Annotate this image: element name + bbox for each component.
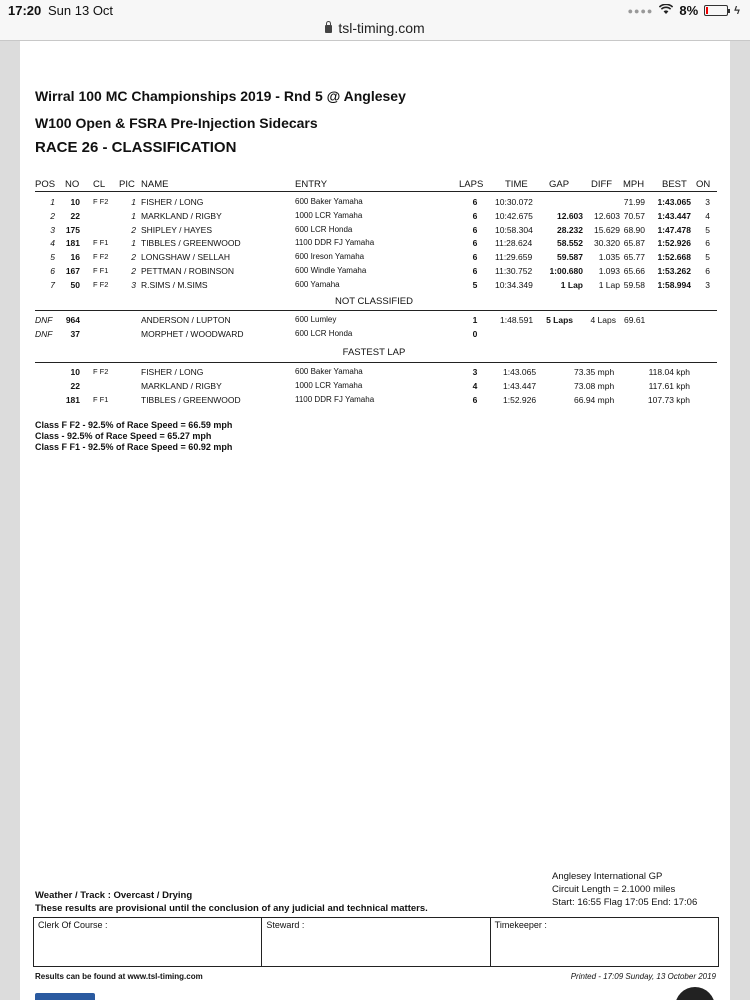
cell-pic: 3	[131, 279, 136, 290]
header-cl: CL	[93, 179, 106, 190]
cell-no: 50	[70, 279, 80, 290]
cell-mph: 73.35 mph	[574, 367, 615, 377]
cell-pic: 2	[131, 266, 136, 276]
cell-pos: 2	[50, 210, 55, 221]
cell-pos: 7	[50, 279, 55, 290]
cell-lap: 3	[472, 367, 478, 377]
wifi-icon	[659, 3, 673, 18]
header-entry: ENTRY	[295, 179, 328, 190]
cell-class: F F2	[93, 367, 109, 376]
class-speed-notes	[35, 420, 232, 453]
cell-best: 1:43.447	[657, 210, 691, 221]
cell-time: 10:58.304	[495, 224, 533, 235]
championship-title: Wirral 100 MC Championships 2019 - Rnd 5 @ Anglesey	[35, 88, 406, 104]
divider	[35, 310, 717, 311]
cell-laps: 6	[472, 197, 478, 207]
cell-class: F F1	[93, 238, 109, 248]
cell-mph: 70.57	[623, 210, 645, 221]
clock: 17:20	[8, 3, 42, 18]
cell-best: 1:52.926	[657, 238, 691, 249]
cell-class: F F2	[93, 252, 109, 262]
header-best: BEST	[662, 179, 687, 190]
cell-mph: 71.99	[623, 197, 645, 207]
cell-name: R.SIMS / M.SIMS	[141, 279, 208, 290]
class-title: W100 Open & FSRA Pre-Injection Sidecars	[35, 115, 318, 131]
cell-laps: 6	[472, 252, 478, 263]
cell-kph: 118.04 kph	[648, 367, 690, 377]
cell-diff: 30.320	[594, 238, 620, 249]
circuit-length: Circuit Length = 2.1000 miles	[552, 884, 676, 895]
club-logo	[675, 987, 715, 1000]
cell-entry: 600 Yamaha	[295, 279, 340, 289]
header-no: NO	[65, 179, 80, 190]
cell-on: 3	[705, 279, 710, 290]
clerk-signature: Clerk Of Course :	[34, 918, 262, 966]
cell-pos: 4	[50, 238, 55, 249]
cell-no: 10	[70, 367, 80, 377]
cell-diff: 1.035	[598, 252, 620, 263]
cell-gap: 1:00.680	[549, 266, 583, 276]
provisional-text: These results are provisional until the conclusion of any judicial and technical matters.	[35, 903, 428, 914]
cell-gap: 28.232	[557, 224, 583, 235]
header-name: NAME	[141, 179, 169, 190]
cell-pic: 1	[131, 197, 136, 207]
header-pic: PIC	[119, 179, 135, 190]
cell-mph: 73.08 mph	[574, 380, 615, 391]
cell-name: FISHER / LONG	[141, 197, 204, 207]
cell-gap: 58.552	[557, 238, 583, 249]
cell-class: F F1	[93, 394, 109, 404]
cell-time: 1:48.591	[500, 315, 534, 325]
cell-on: 6	[705, 266, 710, 276]
status-bar	[0, 0, 750, 20]
cell-on: 3	[705, 197, 710, 207]
cell-laps: 6	[472, 238, 478, 249]
address-bar[interactable]	[0, 20, 750, 41]
cell-entry: 600 Windle Yamaha	[295, 266, 367, 275]
cell-on: 5	[705, 224, 710, 235]
cell-time: 11:30.752	[495, 266, 533, 276]
header-diff: DIFF	[591, 179, 613, 190]
cell-mph: 65.77	[623, 252, 645, 263]
cell-mph: 65.87	[623, 238, 645, 249]
cell-laps: 1	[472, 315, 478, 325]
cell-diff: 4 Laps	[590, 315, 616, 325]
divider	[35, 191, 717, 192]
cell-on: 5	[705, 252, 710, 263]
date: Sun 13 Oct	[48, 3, 114, 18]
cell-laps: 0	[472, 328, 478, 339]
cell-name: LONGSHAW / SELLAH	[141, 252, 230, 263]
cell-entry: 600 Ireson Yamaha	[295, 252, 365, 262]
cell-pic: 1	[131, 238, 136, 249]
signal-icon: ●●●●	[627, 5, 654, 16]
cell-name: TIBBLES / GREENWOOD	[141, 394, 241, 405]
cell-best: 1:52.668	[657, 252, 691, 263]
signature-box	[33, 917, 719, 967]
cell-class: F F2	[93, 279, 109, 289]
cell-no: 181	[65, 238, 80, 249]
cell-time: 10:34.349	[495, 279, 533, 290]
class-note: Class F F1 - 92.5% of Race Speed = 60.92 mph	[35, 442, 233, 452]
printed-timestamp: Printed - 17:09 Sunday, 13 October 2019	[570, 972, 716, 981]
header-mph: MPH	[623, 179, 645, 190]
fastest-lap-heading: FASTEST LAP	[342, 347, 406, 358]
circuit-info	[552, 870, 697, 909]
timekeeper-signature: Timekeeper :	[494, 920, 547, 930]
cell-no: 22	[70, 210, 80, 221]
cell-time: 1:52.926	[503, 394, 537, 405]
weather-info	[35, 889, 428, 915]
cell-gap: 59.587	[557, 252, 583, 263]
divider	[35, 362, 717, 363]
header-laps: LAPS	[459, 179, 484, 190]
cell-name: MORPHET / WOODWARD	[141, 328, 244, 339]
header-on: ON	[696, 179, 711, 190]
cell-kph: 107.73 kph	[647, 394, 690, 405]
cell-no: 181	[65, 394, 80, 405]
cell-name: ANDERSON / LUPTON	[141, 315, 231, 325]
cell-on: 4	[705, 210, 710, 221]
cell-laps: 6	[472, 266, 478, 276]
cell-lap: 6	[472, 394, 478, 405]
charging-icon: ϟ	[734, 4, 740, 17]
cell-time: 11:28.624	[495, 238, 533, 249]
cell-mph: 59.58	[623, 279, 645, 290]
cell-laps: 6	[472, 224, 478, 235]
weather-text: Weather / Track : Overcast / Drying	[35, 890, 193, 901]
cell-time: 1:43.447	[503, 380, 537, 391]
class-note: Class - 92.5% of Race Speed = 65.27 mph	[35, 431, 212, 441]
cell-best: 1:58.994	[657, 279, 691, 290]
cell-no: 964	[65, 315, 80, 325]
cell-on: 6	[705, 238, 710, 249]
sponsor-logo	[35, 993, 95, 1000]
session-times: Start: 16:55 Flag 17:05 End: 17:06	[552, 897, 698, 908]
cell-time: 10:42.675	[495, 210, 533, 221]
cell-name: MARKLAND / RIGBY	[141, 380, 222, 391]
cell-no: 167	[65, 266, 80, 276]
cell-entry: 600 LCR Honda	[295, 224, 353, 234]
cell-no: 175	[65, 224, 80, 235]
cell-diff: 12.603	[594, 210, 620, 221]
cell-name: FISHER / LONG	[141, 367, 204, 377]
cell-entry: 600 Baker Yamaha	[295, 367, 363, 376]
cell-best: 1:53.262	[657, 266, 691, 276]
cell-laps: 6	[472, 210, 478, 221]
cell-lap: 4	[472, 380, 478, 391]
cell-name: SHIPLEY / HAYES	[141, 224, 213, 235]
cell-time: 1:43.065	[503, 367, 537, 377]
cell-name: PETTMAN / ROBINSON	[141, 266, 235, 276]
cell-pos: 5	[50, 252, 55, 263]
cell-diff: 1.093	[598, 266, 620, 276]
cell-pos: DNF	[35, 328, 53, 339]
cell-pos: 6	[50, 266, 55, 276]
class-note: Class F F2 - 92.5% of Race Speed = 66.59 mph	[35, 420, 233, 430]
cell-no: 22	[70, 380, 80, 391]
cell-entry: 1000 LCR Yamaha	[295, 210, 363, 220]
cell-best: 1:43.065	[657, 197, 691, 207]
cell-diff: 1 Lap	[598, 279, 620, 290]
circuit-name: Anglesey International GP	[552, 871, 663, 882]
cell-no: 37	[70, 328, 80, 339]
results-page	[20, 41, 730, 1000]
cell-mph: 65.66	[623, 266, 645, 276]
cell-gap: 5 Laps	[546, 315, 573, 325]
header-time: TIME	[505, 179, 528, 190]
not-classified-heading: NOT CLASSIFIED	[335, 296, 413, 307]
cell-laps: 5	[472, 279, 478, 290]
battery-icon	[704, 5, 728, 16]
cell-pos: DNF	[35, 315, 53, 325]
cell-entry: 1100 DDR FJ Yamaha	[295, 238, 375, 248]
cell-time: 10:30.072	[495, 197, 533, 207]
header-pos: POS	[35, 179, 56, 190]
header-gap: GAP	[549, 179, 570, 190]
cell-no: 10	[70, 197, 80, 207]
battery-percent: 8%	[679, 3, 699, 18]
race-title: RACE 26 - CLASSIFICATION	[35, 139, 237, 156]
cell-pic: 2	[131, 224, 136, 235]
cell-entry: 1000 LCR Yamaha	[295, 380, 363, 390]
cell-class: F F2	[93, 197, 109, 206]
cell-name: MARKLAND / RIGBY	[141, 210, 222, 221]
cell-pos: 3	[50, 224, 55, 235]
cell-gap: 12.603	[557, 210, 583, 221]
results-link[interactable]: Results can be found at www.tsl-timing.com	[35, 972, 203, 981]
cell-mph: 69.61	[624, 315, 646, 325]
cell-best: 1:47.478	[657, 224, 691, 235]
cell-pic: 2	[131, 252, 136, 263]
cell-pic: 1	[131, 210, 136, 221]
cell-entry: 600 LCR Honda	[295, 328, 353, 338]
cell-entry: 1100 DDR FJ Yamaha	[295, 394, 375, 404]
cell-name: TIBBLES / GREENWOOD	[141, 238, 241, 249]
cell-entry: 600 Baker Yamaha	[295, 197, 363, 206]
cell-class: F F1	[93, 266, 109, 275]
url-text[interactable]: tsl-timing.com	[338, 20, 425, 36]
cell-time: 11:29.659	[495, 252, 533, 263]
cell-mph: 68.90	[623, 224, 645, 235]
cell-entry: 600 Lumley	[295, 315, 337, 324]
cell-diff: 15.629	[594, 224, 620, 235]
cell-mph: 66.94 mph	[574, 394, 615, 405]
steward-signature: Steward :	[262, 918, 490, 966]
lock-icon	[325, 25, 332, 33]
cell-kph: 117.61 kph	[648, 380, 690, 391]
cell-pos: 1	[50, 197, 55, 207]
cell-no: 16	[70, 252, 80, 263]
cell-gap: 1 Lap	[560, 279, 583, 290]
